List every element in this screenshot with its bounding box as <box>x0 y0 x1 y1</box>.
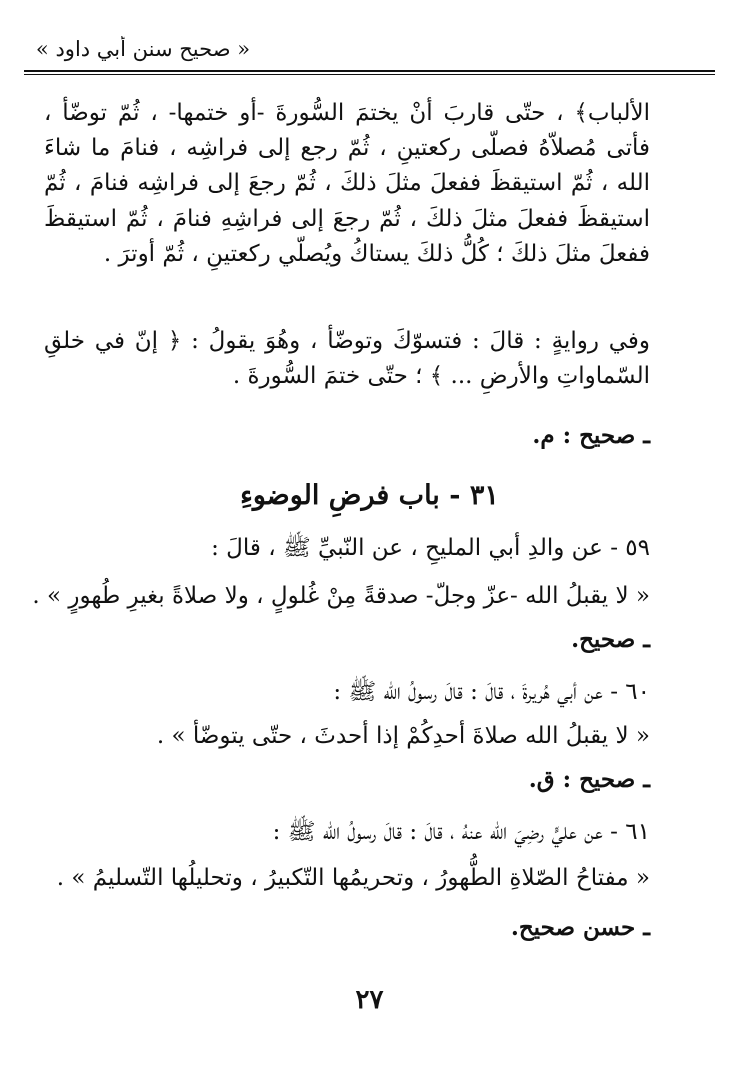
hadith-61-intro: ٦١ - عن عليٍّ رضِيَ الله عنهُ ، قالَ : قالَ رسولُ الله ﷺ : <box>272 819 650 845</box>
header-rule-thin <box>24 74 715 75</box>
running-header: « صحيح سنن أبي داود » <box>35 37 251 61</box>
paragraph-riwaya: وفي روايةٍ : قالَ : فتسوّكَ وتوضّأ ، وهُوَ يقولُ : ﴿ إنّ في خلقِ السّماواتِ والأرضِ ... ﴾ ؛ حتّى ختمَ السُّورةَ . <box>44 328 650 390</box>
hadith-60-text: « لا يقبلُ الله صلاةَ أحدِكُمْ إذا أحدثَ ، حتّى يتوضّأ » . <box>156 723 650 749</box>
hadith-59-text: « لا يقبلُ الله -عزّ وجلّ- صدقةً مِنْ غُلولٍ ، ولا صلاةً بغيرِ طُهورٍ » . <box>32 583 650 609</box>
grade-sahih-muslim: ـ صحيح : م. <box>532 422 650 449</box>
hadith-60-grade: ـ صحيح : ق. <box>528 766 650 793</box>
hadith-61-grade: ـ حسن صحيح. <box>510 914 650 941</box>
header-rule <box>24 70 715 72</box>
paragraph-continuation: الألباب﴾ ، حتّى قاربَ أنْ يختمَ السُّورةَ -أو ختمها- ، ثُمّ توضّأ ، فأتى مُصلاّهُ فصلّى ركعتينِ ، ثُمّ رجع إلى فراشِه ، فنامَ ما شاءَ الله ، ثُمّ استيقظَ ففعلَ مثلَ ذلكَ ، ثُمّ رجعَ إلى فراشِه فنامَ ، ثُمّ استيقظَ ففعلَ مثلَ ذلكَ ، ثُمّ رجعَ إلى فراشِهِ فنامَ ، ثُمّ استيقظَ ففعلَ مثلَ ذلكَ ؛ كُلُّ ذلكَ يستاكُ ويُصلّي ركعتينِ ، ثُمّ أوترَ . <box>44 100 650 267</box>
hadith-59-grade: ـ صحيح. <box>571 626 650 653</box>
hadith-60-intro: ٦٠ - عن أبي هُريرةَ ، قالَ : قالَ رسولُ الله ﷺ : <box>333 679 650 705</box>
hadith-59-intro: ٥٩ - عن والدِ أبي المليحِ ، عن النّبيِّ ﷺ ، قالَ : <box>211 535 650 561</box>
page-number: ٢٧ <box>355 985 384 1015</box>
hadith-61-text: « مفتاحُ الصّلاةِ الطُّهورُ ، وتحريمُها التّكبيرُ ، وتحليلُها التّسليمُ » . <box>56 865 650 891</box>
chapter-heading: ٣١ - باب فرضِ الوضوءِ <box>240 480 499 511</box>
